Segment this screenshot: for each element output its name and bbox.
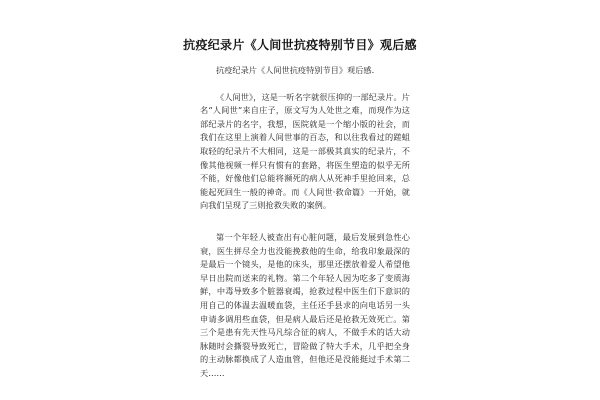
article-body	[200, 64, 410, 380]
page-title: 抗疫纪录片《人间世抗疫特别节目》观后感	[183, 38, 417, 52]
article-paragraph: 第一个年轻人被查出有心脏问题，最后发展到急性心衰，医生拼尽全力也没能挽救他的生命，给我印象最深的是最后一个镜头，是他的床头，那里还摆放着爱人希望他早日出院而送来的礼物。第二个年轻人因为吃多了变质海鲜，中毒导致多个脏器衰竭，抢救过程中医生们下意识的用自己的体温去温暖血袋，主任还手县求的向电话另一头申请多调用些血袋，但是病人最后还是抢救无效死亡。第三个是患有先天性马凡综合征的病人，不做手术的话大动脉随时会撕裂导致死亡，冒险做了特大手术，几乎把全身的主动脉都换成了人造血管，但他还是没能挺过手术第二天……	[200, 231, 410, 378]
article-subtitle-paragraph: 抗疫纪录片《人间世抗疫特别节目》观后感.	[216, 65, 375, 75]
article-paragraph: 《人间世》，这是一听名字就很压抑的一部纪录片。片名“人间世”来自庄子，原文写为人处世之难，而现作为这部纪录片的名字，我想，医院就是一个缩小版的社会，而我们在这里上演着人间世事的百态，和以往我看过的蹉蛆取轻的纪录片不大相同，这是一部极其真实的纪录片，不像其他视频一样只有惯有的套路，将医生塑造的似乎无所不能，好像他们总能将濒死的病人从死神手里抢回来，总能起死回生一般的神奇。而《人间世·救命篇》一开始，就向我们呈现了三则抢救失败的案例。	[200, 91, 410, 211]
